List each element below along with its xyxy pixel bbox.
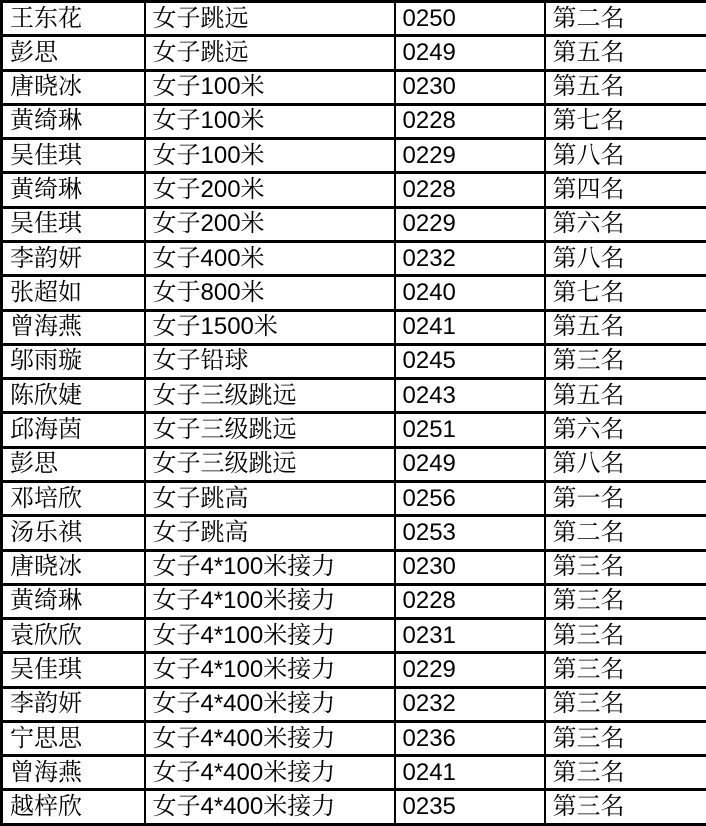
cell-athlete-name[interactable]: 邓培欣 xyxy=(2,481,145,515)
table-row xyxy=(2,721,706,755)
cell-event-name[interactable]: 女子跳高 xyxy=(145,481,395,515)
cell-athlete-code[interactable]: 0241 xyxy=(395,310,545,344)
cell-athlete-name[interactable]: 唐晓冰 xyxy=(2,70,145,104)
cell-athlete-code[interactable]: 0236 xyxy=(395,721,545,755)
cell-athlete-name[interactable]: 王东花 xyxy=(2,2,145,36)
cell-athlete-code[interactable]: 0249 xyxy=(395,36,545,70)
cell-event-name[interactable]: 女子铅球 xyxy=(145,344,395,378)
cell-athlete-code[interactable]: 0228 xyxy=(395,173,545,207)
cell-rank[interactable]: 第三名 xyxy=(545,653,706,687)
cell-athlete-code[interactable]: 0241 xyxy=(395,756,545,790)
table-row xyxy=(2,550,706,584)
cell-rank[interactable]: 第六名 xyxy=(545,413,706,447)
cell-rank[interactable]: 第二名 xyxy=(545,516,706,550)
cell-event-name[interactable]: 女子4*400米接力 xyxy=(145,687,395,721)
cell-athlete-code[interactable]: 0228 xyxy=(395,584,545,618)
cell-event-name[interactable]: 女子跳远 xyxy=(145,2,395,36)
cell-event-name[interactable]: 女子4*400米接力 xyxy=(145,790,395,825)
cell-athlete-code[interactable]: 0235 xyxy=(395,790,545,825)
cell-athlete-name[interactable]: 彭思 xyxy=(2,447,145,481)
cell-event-name[interactable]: 女子400米 xyxy=(145,241,395,275)
cell-event-name[interactable]: 女子跳高 xyxy=(145,516,395,550)
cell-athlete-code[interactable]: 0256 xyxy=(395,481,545,515)
cell-rank[interactable]: 第五名 xyxy=(545,70,706,104)
cell-rank[interactable]: 第八名 xyxy=(545,139,706,173)
cell-event-name[interactable]: 女子200米 xyxy=(145,207,395,241)
cell-rank[interactable]: 第三名 xyxy=(545,619,706,653)
cell-event-name[interactable]: 女子4*400米接力 xyxy=(145,721,395,755)
cell-athlete-name[interactable]: 吴佳琪 xyxy=(2,139,145,173)
cell-event-name[interactable]: 女子4*100米接力 xyxy=(145,584,395,618)
cell-athlete-name[interactable]: 张超如 xyxy=(2,276,145,310)
cell-rank[interactable]: 第五名 xyxy=(545,36,706,70)
cell-athlete-code[interactable]: 0230 xyxy=(395,550,545,584)
table-row xyxy=(2,344,706,378)
cell-athlete-code[interactable]: 0243 xyxy=(395,379,545,413)
cell-rank[interactable]: 第二名 xyxy=(545,2,706,36)
table-row xyxy=(2,241,706,275)
cell-rank[interactable]: 第五名 xyxy=(545,310,706,344)
cell-athlete-name[interactable]: 黄绮琳 xyxy=(2,104,145,138)
cell-event-name[interactable]: 女子4*100米接力 xyxy=(145,550,395,584)
cell-rank[interactable]: 第三名 xyxy=(545,756,706,790)
cell-athlete-name[interactable]: 曾海燕 xyxy=(2,756,145,790)
cell-rank[interactable]: 第三名 xyxy=(545,790,706,825)
cell-athlete-name[interactable]: 汤乐祺 xyxy=(2,516,145,550)
cell-athlete-name[interactable]: 黄绮琳 xyxy=(2,173,145,207)
table-row xyxy=(2,70,706,104)
table-row xyxy=(2,790,706,825)
cell-athlete-code[interactable]: 0229 xyxy=(395,139,545,173)
cell-event-name[interactable]: 女子4*400米接力 xyxy=(145,756,395,790)
cell-event-name[interactable]: 女子100米 xyxy=(145,139,395,173)
cell-rank[interactable]: 第五名 xyxy=(545,379,706,413)
cell-athlete-code[interactable]: 0232 xyxy=(395,241,545,275)
cell-event-name[interactable]: 女子4*100米接力 xyxy=(145,653,395,687)
cell-rank[interactable]: 第三名 xyxy=(545,550,706,584)
cell-event-name[interactable]: 女子跳远 xyxy=(145,36,395,70)
cell-athlete-name[interactable]: 黄绮琳 xyxy=(2,584,145,618)
cell-athlete-name[interactable]: 李韵妍 xyxy=(2,687,145,721)
cell-athlete-name[interactable]: 越梓欣 xyxy=(2,790,145,825)
cell-athlete-code[interactable]: 0250 xyxy=(395,2,545,36)
cell-rank[interactable]: 第一名 xyxy=(545,481,706,515)
cell-athlete-name[interactable]: 吴佳琪 xyxy=(2,207,145,241)
cell-event-name[interactable]: 女子三级跳远 xyxy=(145,447,395,481)
table-row xyxy=(2,173,706,207)
cell-athlete-code[interactable]: 0251 xyxy=(395,413,545,447)
cell-rank[interactable]: 第三名 xyxy=(545,584,706,618)
table-row xyxy=(2,447,706,481)
table-row xyxy=(2,310,706,344)
cell-athlete-name[interactable]: 袁欣欣 xyxy=(2,619,145,653)
table-row xyxy=(2,36,706,70)
cell-event-name[interactable]: 女子200米 xyxy=(145,173,395,207)
cell-athlete-name[interactable]: 曾海燕 xyxy=(2,310,145,344)
cell-rank[interactable]: 第四名 xyxy=(545,173,706,207)
cell-athlete-code[interactable]: 0230 xyxy=(395,70,545,104)
cell-athlete-code[interactable]: 0249 xyxy=(395,447,545,481)
cell-athlete-code[interactable]: 0229 xyxy=(395,653,545,687)
cell-rank[interactable]: 第三名 xyxy=(545,687,706,721)
cell-rank[interactable]: 第八名 xyxy=(545,241,706,275)
cell-rank[interactable]: 第七名 xyxy=(545,104,706,138)
cell-athlete-name[interactable]: 彭思 xyxy=(2,36,145,70)
table-row xyxy=(2,139,706,173)
cell-athlete-code[interactable]: 0240 xyxy=(395,276,545,310)
cell-athlete-code[interactable]: 0232 xyxy=(395,687,545,721)
table-row xyxy=(2,2,706,36)
table-row xyxy=(2,653,706,687)
cell-event-name[interactable]: 女子100米 xyxy=(145,70,395,104)
table-row xyxy=(2,687,706,721)
cell-event-name[interactable]: 女子三级跳远 xyxy=(145,379,395,413)
cell-athlete-name[interactable]: 邬雨璇 xyxy=(2,344,145,378)
cell-rank[interactable]: 第七名 xyxy=(545,276,706,310)
table-row xyxy=(2,104,706,138)
cell-event-name[interactable]: 女子100米 xyxy=(145,104,395,138)
cell-athlete-code[interactable]: 0231 xyxy=(395,619,545,653)
table-row xyxy=(2,756,706,790)
cell-event-name[interactable]: 女子4*100米接力 xyxy=(145,619,395,653)
cell-athlete-name[interactable]: 吴佳琪 xyxy=(2,653,145,687)
cell-athlete-name[interactable]: 宁思思 xyxy=(2,721,145,755)
table-row xyxy=(2,413,706,447)
cell-event-name[interactable]: 女子三级跳远 xyxy=(145,413,395,447)
table-row xyxy=(2,516,706,550)
cell-athlete-code[interactable]: 0229 xyxy=(395,207,545,241)
cell-event-name[interactable]: 女子1500米 xyxy=(145,310,395,344)
table-row xyxy=(2,619,706,653)
cell-event-name[interactable]: 女于800米 xyxy=(145,276,395,310)
table-row xyxy=(2,379,706,413)
cell-rank[interactable]: 第六名 xyxy=(545,207,706,241)
cell-athlete-name[interactable]: 唐晓冰 xyxy=(2,550,145,584)
cell-rank[interactable]: 第八名 xyxy=(545,447,706,481)
cell-rank[interactable]: 第三名 xyxy=(545,344,706,378)
cell-athlete-name[interactable]: 陈欣婕 xyxy=(2,379,145,413)
cell-athlete-name[interactable]: 李韵妍 xyxy=(2,241,145,275)
cell-athlete-name[interactable]: 邱海茵 xyxy=(2,413,145,447)
table-row xyxy=(2,276,706,310)
table-row xyxy=(2,481,706,515)
table-row xyxy=(2,207,706,241)
cell-athlete-code[interactable]: 0245 xyxy=(395,344,545,378)
table-row xyxy=(2,584,706,618)
cell-rank[interactable]: 第三名 xyxy=(545,721,706,755)
cell-athlete-code[interactable]: 0253 xyxy=(395,516,545,550)
cell-athlete-code[interactable]: 0228 xyxy=(395,104,545,138)
